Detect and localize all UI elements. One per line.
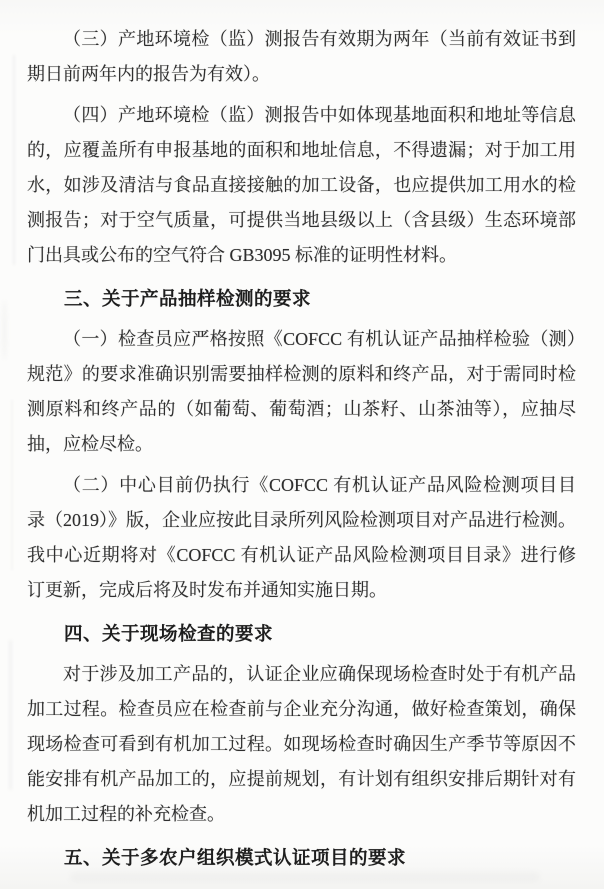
scan-artifact-left-edge-line [11,400,13,570]
paragraph-item-4-env-report-coverage: （四）产地环境检（监）测报告中如体现基地面积和地址等信息的，应覆盖所有申报基地的面积和地址信息，不得遗漏；对于加工用水，如涉及清洁与食品直接接触的加工设备，也应提供加工用水的检测报告；对于空气质量，可提供当地县级以上（含县级）生态环境部门出具或公布的空气符合 GB3095 标准的证明性材料。 [27,105,576,265]
section-heading-5-multi-farmer-org-requirements: 五、关于多农户组织模式认证项目的要求 [64,847,407,868]
paragraph-onsite-inspection-processing: 对于涉及加工产品的，认证企业应确保现场检查时处于有机产品加工过程。检查员应在检查前与企业充分沟通，做好检查策划，确保现场检查可看到有机加工过程。如现场检查时确因生产季节等原因不能安排有机产品加工的，应提前规划，有计划有组织安排后期针对有机加工过程的补充检查。 [27,664,576,824]
section-heading-4-onsite-inspection-requirements: 四、关于现场检查的要求 [64,623,274,644]
paragraph-item-2-risk-test-catalog: （二）中心目前仍执行《COFCC 有机认证产品风险检测项目目录（2019）》版，企业应按此目录所列风险检测项目对产品进行检测。我中心近期将对《COFCC 有机认证产品风险检测项目目录》进行修订更新，完成后将及时发布并通知实施日期。 [27,475,576,600]
paragraph-item-3-env-report-validity: （三）产地环境检（监）测报告有效期为两年（当前有效证书到期日前两年内的报告为有效）。 [27,29,576,84]
scan-artifact-left-edge-line [13,55,15,265]
scan-artifact-left-edge-line [9,640,12,790]
scan-artifact-smudge [2,300,7,360]
paragraph-item-1-sampling-identification: （一）检查员应严格按照《COFCC 有机认证产品抽样检验（测）规范》的要求准确识别需要抽样检测的原料和终产品，对于需同时检测原料和终产品的（如葡萄、葡萄酒；山茶籽、山茶油等），应抽尽抽，应检尽检。 [27,329,576,454]
section-heading-3-sampling-test-requirements: 三、关于产品抽样检测的要求 [64,288,312,309]
